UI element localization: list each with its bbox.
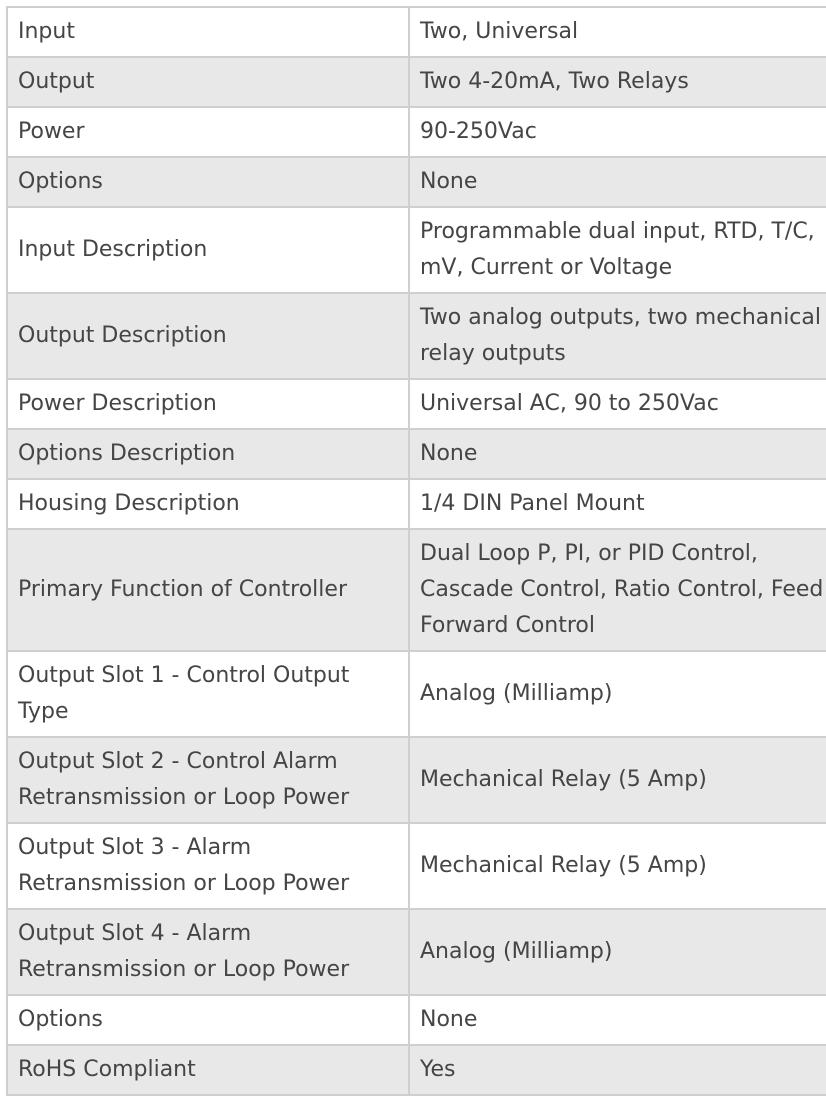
- spec-label: Power Description: [7, 379, 409, 429]
- table-row: [7, 379, 826, 429]
- table-row: [7, 737, 826, 823]
- spec-label: Input Description: [7, 207, 409, 293]
- spec-value: Mechanical Relay (5 Amp): [409, 823, 826, 909]
- spec-value: Analog (Milliamp): [409, 909, 826, 995]
- spec-label: Output Slot 4 - Alarm Retransmission or Loop Power: [7, 909, 409, 995]
- table-row: [7, 479, 826, 529]
- spec-value: Analog (Milliamp): [409, 651, 826, 737]
- table-row: [7, 651, 826, 737]
- spec-label: Options: [7, 157, 409, 207]
- spec-label: Output Slot 2 - Control Alarm Retransmission or Loop Power: [7, 737, 409, 823]
- table-row: [7, 57, 826, 107]
- spec-label: Output Slot 1 - Control Output Type: [7, 651, 409, 737]
- table-row: [7, 995, 826, 1045]
- spec-value: Yes: [409, 1045, 826, 1095]
- table-row: [7, 909, 826, 995]
- spec-value: None: [409, 429, 826, 479]
- specifications-body: [7, 7, 826, 1095]
- spec-value: Two analog outputs, two mechanical relay outputs: [409, 293, 826, 379]
- table-row: [7, 529, 826, 651]
- table-row: [7, 823, 826, 909]
- spec-label: Housing Description: [7, 479, 409, 529]
- spec-value: Dual Loop P, PI, or PID Control, Cascade Control, Ratio Control, Feed Forward Control: [409, 529, 826, 651]
- spec-label: Input: [7, 7, 409, 57]
- table-row: [7, 7, 826, 57]
- table-row: [7, 429, 826, 479]
- specifications-table: [6, 6, 826, 1096]
- spec-value: Mechanical Relay (5 Amp): [409, 737, 826, 823]
- spec-label: RoHS Compliant: [7, 1045, 409, 1095]
- spec-value: 90-250Vac: [409, 107, 826, 157]
- table-row: [7, 107, 826, 157]
- spec-value: Universal AC, 90 to 250Vac: [409, 379, 826, 429]
- spec-label: Output Slot 3 - Alarm Retransmission or Loop Power: [7, 823, 409, 909]
- spec-label: Output Description: [7, 293, 409, 379]
- table-row: [7, 157, 826, 207]
- spec-label: Power: [7, 107, 409, 157]
- spec-label: Primary Function of Controller: [7, 529, 409, 651]
- spec-label: Options Description: [7, 429, 409, 479]
- spec-label: Output: [7, 57, 409, 107]
- spec-label: Options: [7, 995, 409, 1045]
- table-row: [7, 293, 826, 379]
- spec-value: None: [409, 995, 826, 1045]
- table-row: [7, 207, 826, 293]
- spec-value: Two, Universal: [409, 7, 826, 57]
- spec-value: Two 4-20mA, Two Relays: [409, 57, 826, 107]
- spec-value: None: [409, 157, 826, 207]
- spec-value: Programmable dual input, RTD, T/C, mV, Current or Voltage: [409, 207, 826, 293]
- spec-value: 1/4 DIN Panel Mount: [409, 479, 826, 529]
